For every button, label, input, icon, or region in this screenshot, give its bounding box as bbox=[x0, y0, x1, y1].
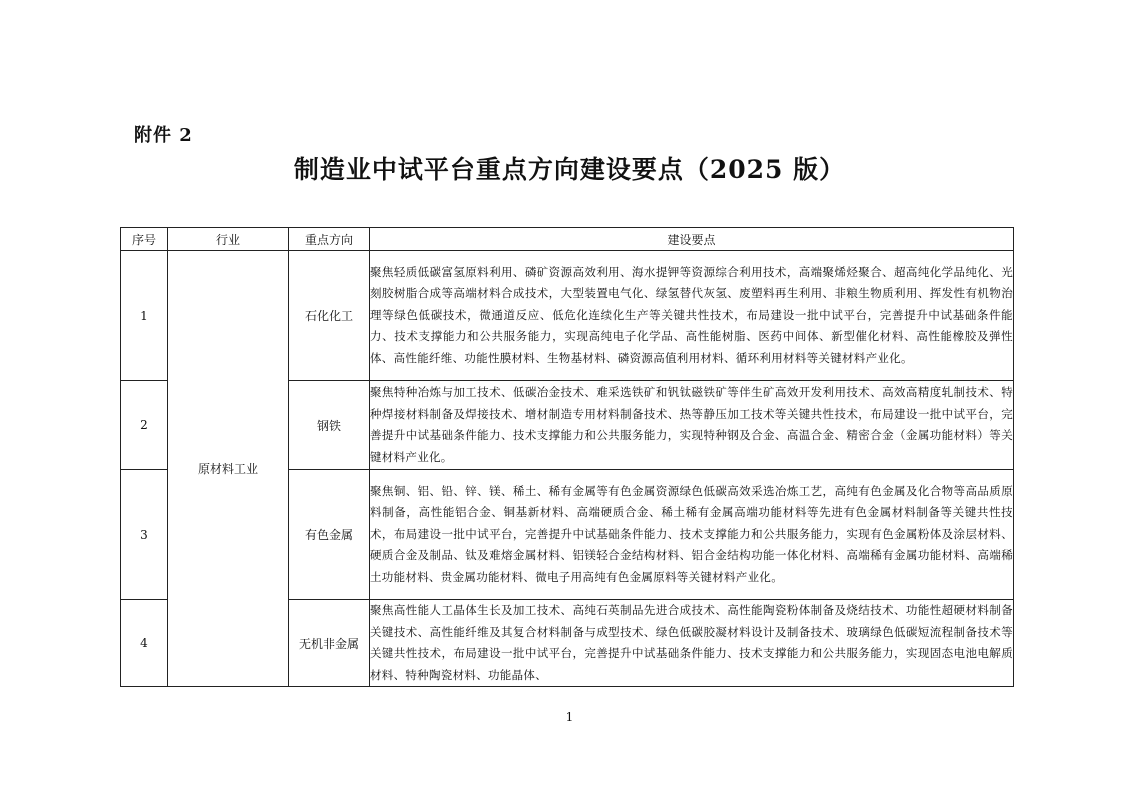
attachment-label: 附件 2 bbox=[134, 125, 193, 146]
row-number: 3 bbox=[121, 470, 168, 600]
industry-cell: 原材料工业 bbox=[168, 251, 289, 687]
header-points: 建设要点 bbox=[370, 228, 1014, 251]
points-cell: 聚焦特种冶炼与加工技术、低碳冶金技术、难采选铁矿和钒钛磁铁矿等伴生矿高效开发利用技术、高效高精度轧制技术、特种焊接材料制备及焊接技术、增材制造专用材料制备技术、热等静压加工技术等关键共性技术，布局建设一批中试平台，完善提升中试基础条件能力、技术支撑能力和公共服务能力，实现特种钢及合金、高温合金、精密合金（金属功能材料）等关键材料产业化。 bbox=[370, 381, 1014, 470]
page-number: 1 bbox=[565, 710, 574, 724]
document-title: 制造业中试平台重点方向建设要点（2025 版） bbox=[293, 155, 846, 184]
row-number: 1 bbox=[121, 251, 168, 381]
direction-cell: 有色金属 bbox=[289, 470, 370, 600]
table-row bbox=[121, 251, 1014, 381]
row-number: 4 bbox=[121, 600, 168, 687]
points-cell: 聚焦铜、铝、铅、锌、镁、稀土、稀有金属等有色金属资源绿色低碳高效采选冶炼工艺，高纯有色金属及化合物等高品质原料制备，高性能铝合金、铜基新材料、高端硬质合金、稀土稀有金属高端功能材料等先进有色金属材料制备等关键共性技术，布局建设一批中试平台，完善提升中试基础条件能力、技术支撑能力和公共服务能力，实现有色金属粉体及涂层材料、硬质合金及制品、钛及难熔金属材料、铝镁轻合金结构材料、铝合金结构功能一体化材料、高端稀有金属功能材料、高端稀土功能材料、贵金属功能材料、微电子用高纯有色金属原料等关键材料产业化。 bbox=[370, 470, 1014, 600]
points-cell bbox=[370, 600, 1014, 687]
key-points-table bbox=[120, 227, 1014, 687]
header-no: 序号 bbox=[121, 228, 168, 251]
table-header-row bbox=[121, 228, 1014, 251]
points-text: 聚焦高性能人工晶体生长及加工技术、高纯石英制品先进合成技术、高性能陶瓷粉体制备及烧结技术、功能性超硬材料制备关键技术、高性能纤维及其复合材料制备与成型技术、绿色低碳胶凝材料设计及制备技术、玻璃绿色低碳短流程制备技术等关键共性技术，布局建设一批中试平台，完善提升中试基础条件能力、技术支撑能力和公共服务能力，实现固态电池电解质材料、特种陶瓷材料、功能晶体、 bbox=[370, 603, 1013, 682]
direction-cell: 无机非金属 bbox=[289, 600, 370, 687]
direction-cell: 石化化工 bbox=[289, 251, 370, 381]
row-number: 2 bbox=[121, 381, 168, 470]
header-direction: 重点方向 bbox=[289, 228, 370, 251]
header-industry: 行业 bbox=[168, 228, 289, 251]
direction-cell: 钢铁 bbox=[289, 381, 370, 470]
points-cell: 聚焦轻质低碳富氢原料利用、磷矿资源高效利用、海水提钾等资源综合利用技术，高端聚烯烃聚合、超高纯化学品纯化、光刻胶树脂合成等高端材料合成技术，大型装置电气化、绿氢替代灰氢、废塑料再生利用、非粮生物质利用、挥发性有机物治理等绿色低碳技术，微通道反应、低危化连续化生产等关键共性技术，布局建设一批中试平台，完善提升中试基础条件能力、技术支撑能力和公共服务能力，实现高纯电子化学品、高性能树脂、医药中间体、新型催化材料、高性能橡胶及弹性体、高性能纤维、功能性膜材料、生物基材料、磷资源高值利用材料、循环利用材料等关键材料产业化。 bbox=[370, 251, 1014, 381]
